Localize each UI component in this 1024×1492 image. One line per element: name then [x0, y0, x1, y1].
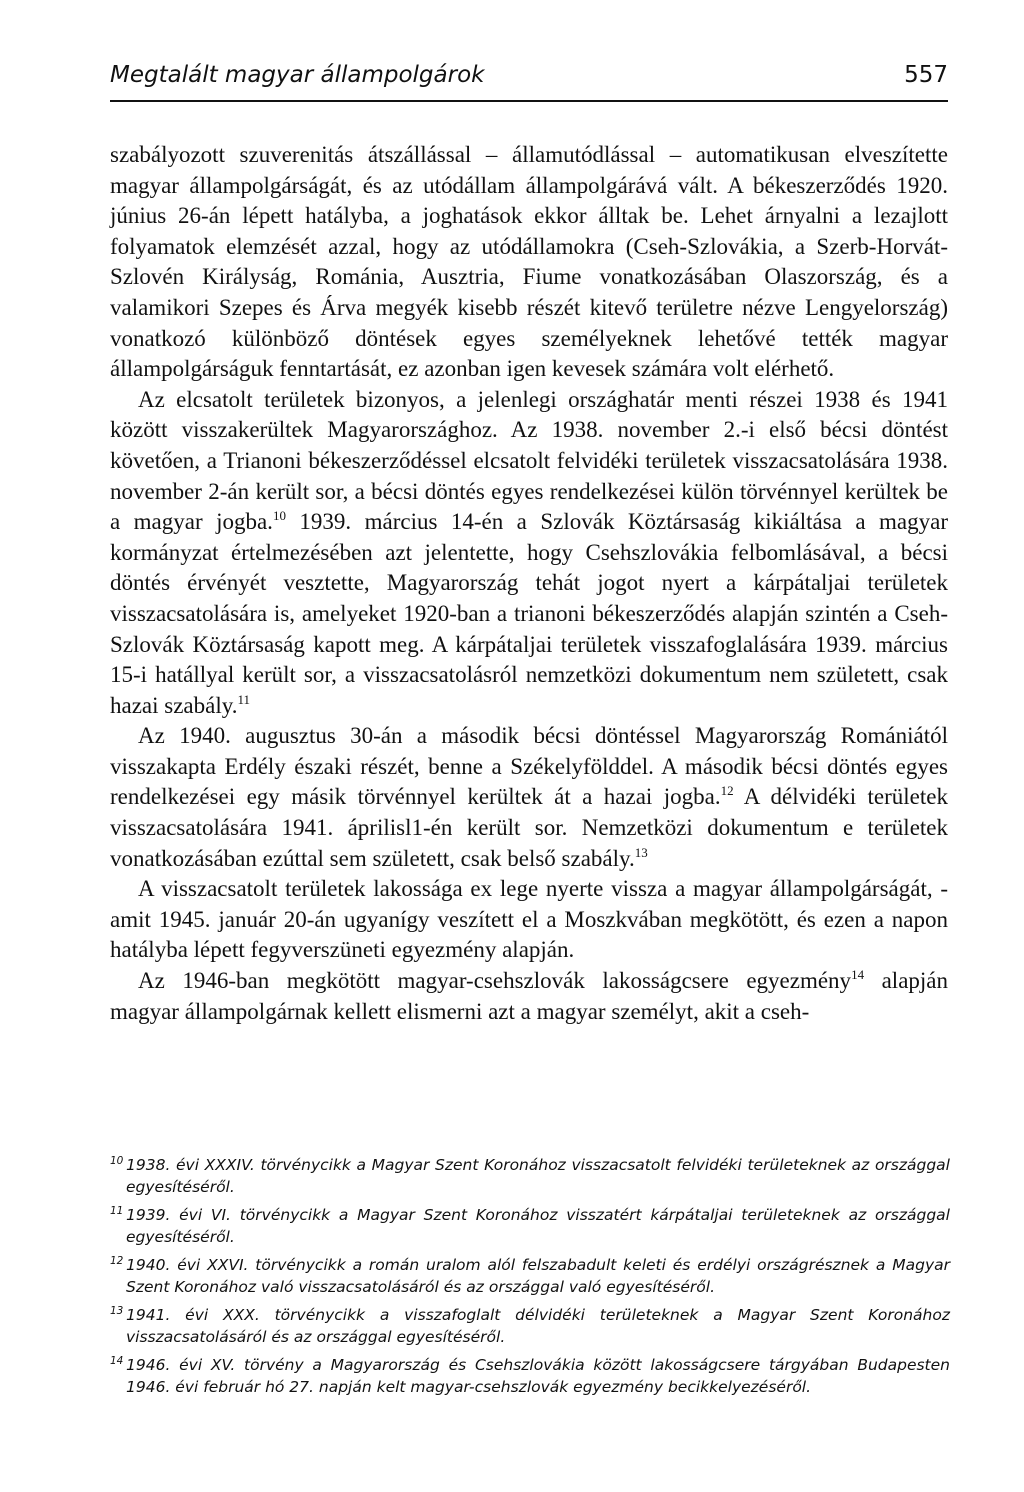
paragraph-2 [110, 385, 948, 722]
footnote-number: 14 [110, 1355, 124, 1367]
main-text [110, 140, 948, 1027]
footnote-number: 10 [110, 1155, 124, 1167]
footnote-12 [110, 1255, 950, 1298]
footnote-text: 1940. évi XXVI. törvénycikk a román uralom alól felszabadult keleti és erdélyi országrésznek a Magyar Szent Koronához való visszacsatolásáról és az országgal való egyesítéséről. [126, 1256, 950, 1296]
footnote-ref-12: 12 [720, 783, 734, 799]
footnote-number: 12 [110, 1255, 124, 1267]
page-header [110, 60, 948, 102]
footnote-text: 1939. évi VI. törvénycikk a Magyar Szent Koronához visszatért kárpátaljai területeknek az országgal egyesítéséről. [126, 1206, 950, 1246]
footnote-text: 1938. évi XXXIV. törvénycikk a Magyar Szent Koronához visszacsatolt felvidéki területeknek az országgal egyesítéséről. [126, 1156, 950, 1196]
page-number: 557 [904, 62, 948, 88]
footnote-ref-11: 11 [237, 691, 251, 707]
paragraph-2-text-a: Az elcsatolt területek bizonyos, a jelenlegi országhatár menti részei 1938 és 1941 között visszakerültek Magyarországhoz. Az 1938. november 2.-i első bécsi döntést követően, a Trianoni békeszerződéssel elcsatolt felvidéki területek visszacsatolására 1938. november 2-án került sor, a bécsi döntés egyes rendelkezései külön törvénnyel kerültek be a magyar jogba. [110, 386, 948, 535]
footnote-number: 11 [110, 1205, 124, 1217]
footnote-ref-10: 10 [272, 508, 286, 524]
footnote-10 [110, 1155, 950, 1198]
paragraph-3-text-a: Az 1940. augusztus 30-án a második bécsi döntéssel Magyarország Romániától visszakapta Erdély északi részét, benne a Székelyfölddel. A második bécsi döntés egyes rendelkezései egy másik törvénnyel kerültek át a hazai jogba. [110, 723, 948, 810]
running-title: Megtalált magyar állampolgárok [110, 62, 485, 88]
paragraph-1-text: szabályozott szuverenitás átszállással – államutódlással – automatikusan elveszítette magyar állampolgárságát, és az utódállam állampolgárává vált. A békeszerződés 1920. június 26-án lépett hatályba, a joghatások ekkor álltak be. Lehet árnyalni a lezajlott folyamatok elemzését azzal, hogy az utódállamokra (Cseh-Szlovákia, a Szerb-Horvát-Szlovén Királyság, Románia, Ausztria, Fiume vonatkozásában Olaszország, és a valamikori Szepes és Árva megyék kisebb részét kitevő területre nézve Lengyelország) vonatkozó különböző döntések egyes személyeknek lehetővé tették magyar állampolgárságuk fenntartását, ez azonban igen kevesek számára volt elérhető. [110, 142, 948, 382]
footnote-text: 1941. évi XXX. törvénycikk a visszafoglalt délvidéki területeknek a Magyar Szent Koronához visszacsatolásáról és az országgal egyesítéséről. [126, 1306, 950, 1346]
footnote-ref-14: 14 [851, 967, 865, 983]
paragraph-3-text-b: A délvidéki területek visszacsatolására 1941. áprilisl1-én került sor. Nemzetközi dokumentum e területek vonatkozásában ezúttal sem született, csak belső szabály. [110, 784, 948, 871]
footnote-13 [110, 1305, 950, 1348]
footnote-number: 13 [110, 1305, 124, 1317]
footnotes [110, 1155, 950, 1405]
paragraph-4-text: A visszacsatolt területek lakossága ex lege nyerte vissza a magyar állampolgárságát, - amit 1945. január 20-án ugyanígy veszített el a Moszkvában megkötött, és ezen a napon hatályba lépett fegyverszüneti egyezmény alapján. [110, 876, 948, 963]
paragraph-5-text-b: alapján magyar állampolgárnak kellett elismerni azt a magyar személyt, akit a cseh- [110, 968, 948, 1024]
paragraph-1 [110, 140, 948, 385]
footnote-11 [110, 1205, 950, 1248]
paragraph-3 [110, 721, 948, 874]
paragraph-4 [110, 874, 948, 966]
paragraph-2-text-b: 1939. március 14-én a Szlovák Köztársaság kikiáltása a magyar kormányzat értelmezésében azt jelentette, hogy Csehszlovákia felbomlásával, a bécsi döntés érvényét vesztette, Magyarország tehát jogot nyert a kárpátaljai területek visszacsatolására is, amelyeket 1920-ban a trianoni békeszerződés alapján szintén a Cseh-Szlovák Köztársaság kapott meg. A kárpátaljai területek visszafoglalására 1939. március 15-i hatállyal került sor, a visszacsatolásról nemzetközi dokumentum nem született, csak hazai szabály. [110, 509, 948, 718]
footnote-14 [110, 1355, 950, 1398]
footnote-ref-13: 13 [634, 844, 648, 860]
paragraph-5-text-a: Az 1946-ban megkötött magyar-csehszlovák lakosságcsere egyezmény [138, 968, 852, 994]
footnote-text: 1946. évi XV. törvény a Magyarország és Csehszlovákia között lakosságcsere tárgyában Budapesten 1946. évi február hó 27. napján kelt magyar-csehszlovák egyezmény becikkelyezéséről. [126, 1356, 950, 1396]
paragraph-5 [110, 966, 948, 1027]
